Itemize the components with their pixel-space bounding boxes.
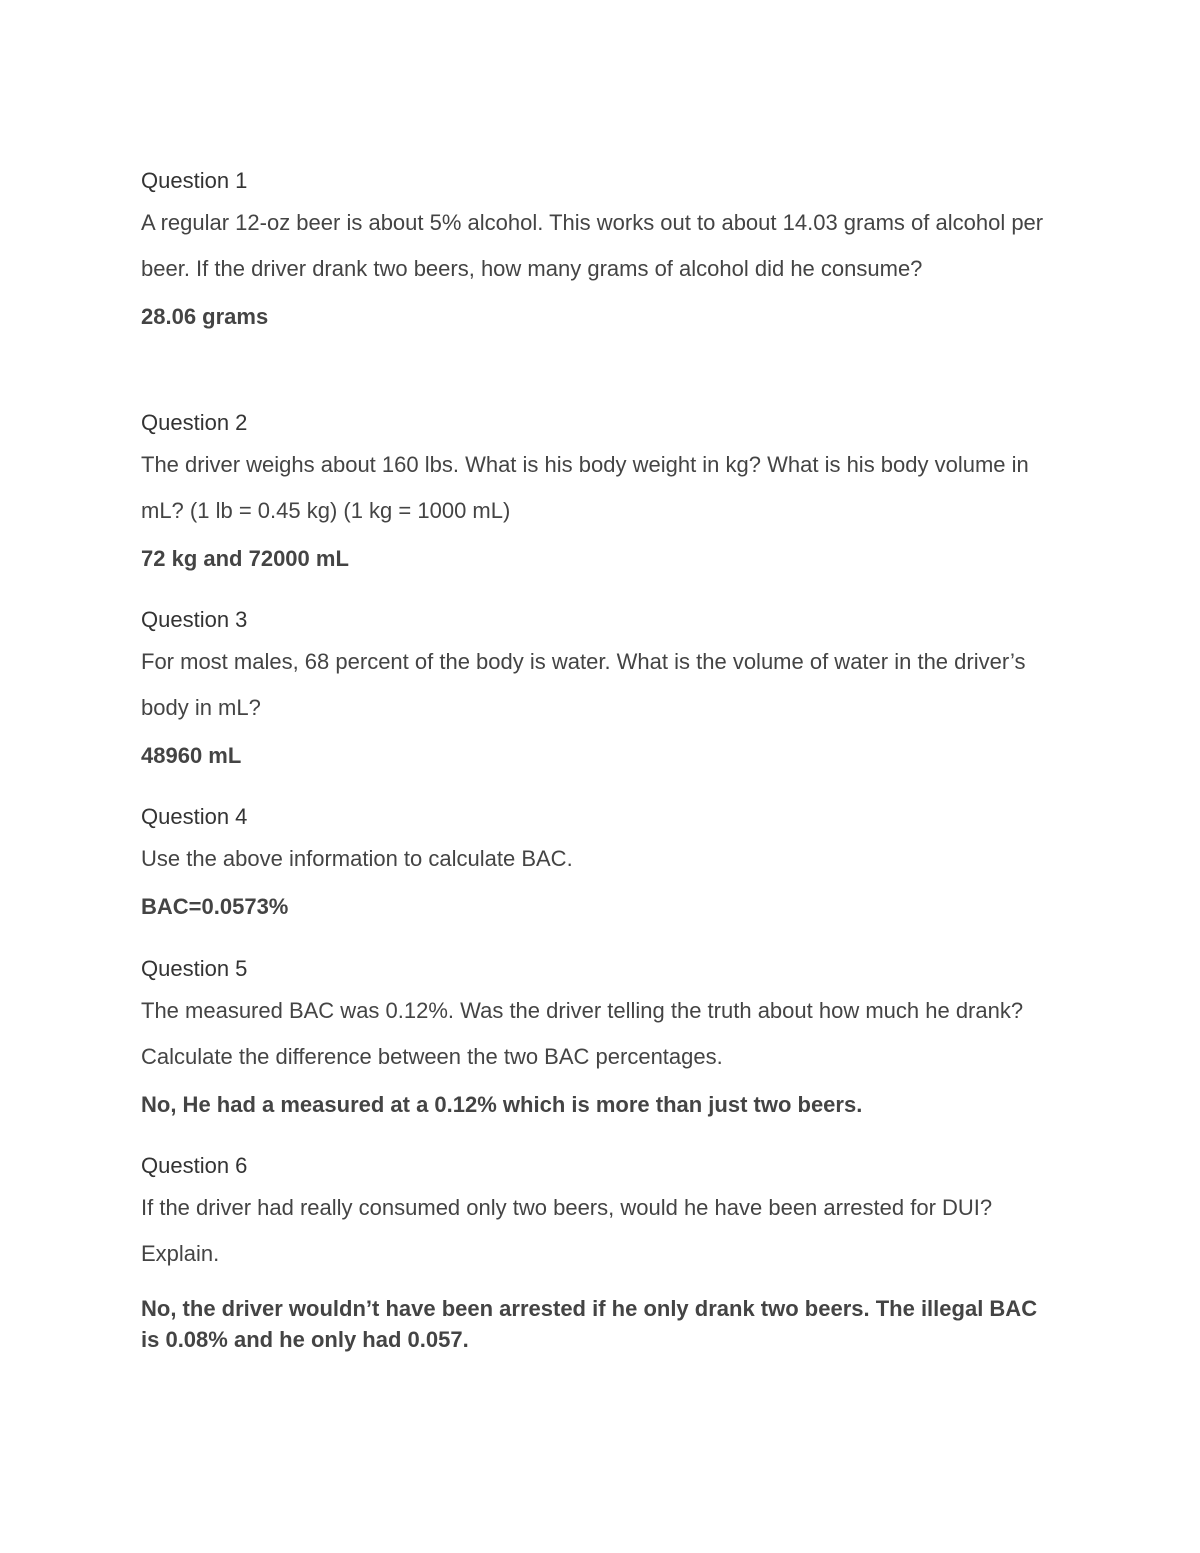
question-text: The measured BAC was 0.12%. Was the driver telling the truth about how much he drank? Calculate the difference between the two BAC percentages. (141, 998, 1024, 1069)
question-1 (141, 168, 1061, 332)
question-title: Question 4 (141, 804, 248, 829)
question-4 (141, 804, 1061, 922)
question-text: If the driver had really consumed only two beers, would he have been arrested for DUI? Explain. (141, 1195, 993, 1266)
question-title: Question 2 (141, 410, 248, 435)
question-5 (141, 956, 1061, 1120)
question-title: Question 6 (141, 1153, 248, 1178)
answer-text: BAC=0.0573% (141, 894, 289, 919)
question-6 (141, 1153, 1061, 1355)
answer-text: 48960 mL (141, 743, 242, 768)
question-2 (141, 410, 1061, 574)
question-title: Question 5 (141, 956, 248, 981)
answer-text: No, the driver wouldn’t have been arrested if he only drank two beers. The illegal BAC is 0.08% and he only had 0.057. (141, 1296, 1038, 1352)
answer-text: 28.06 grams (141, 304, 269, 329)
answer-text: No, He had a measured at a 0.12% which is more than just two beers. (141, 1092, 863, 1117)
question-title: Question 1 (141, 168, 248, 193)
question-text: The driver weighs about 160 lbs. What is his body weight in kg? What is his body volume in mL? (1 lb = 0.45 kg) (1 kg = 1000 mL) (141, 452, 1029, 523)
question-text: A regular 12-oz beer is about 5% alcohol. This works out to about 14.03 grams of alcohol per beer. If the driver drank two beers, how many grams of alcohol did he consume? (141, 210, 1044, 281)
question-text: For most males, 68 percent of the body is water. What is the volume of water in the driver’s body in mL? (141, 649, 1026, 720)
answer-text: 72 kg and 72000 mL (141, 546, 349, 571)
question-3 (141, 607, 1061, 771)
question-text: Use the above information to calculate BAC. (141, 846, 573, 871)
question-title: Question 3 (141, 607, 248, 632)
